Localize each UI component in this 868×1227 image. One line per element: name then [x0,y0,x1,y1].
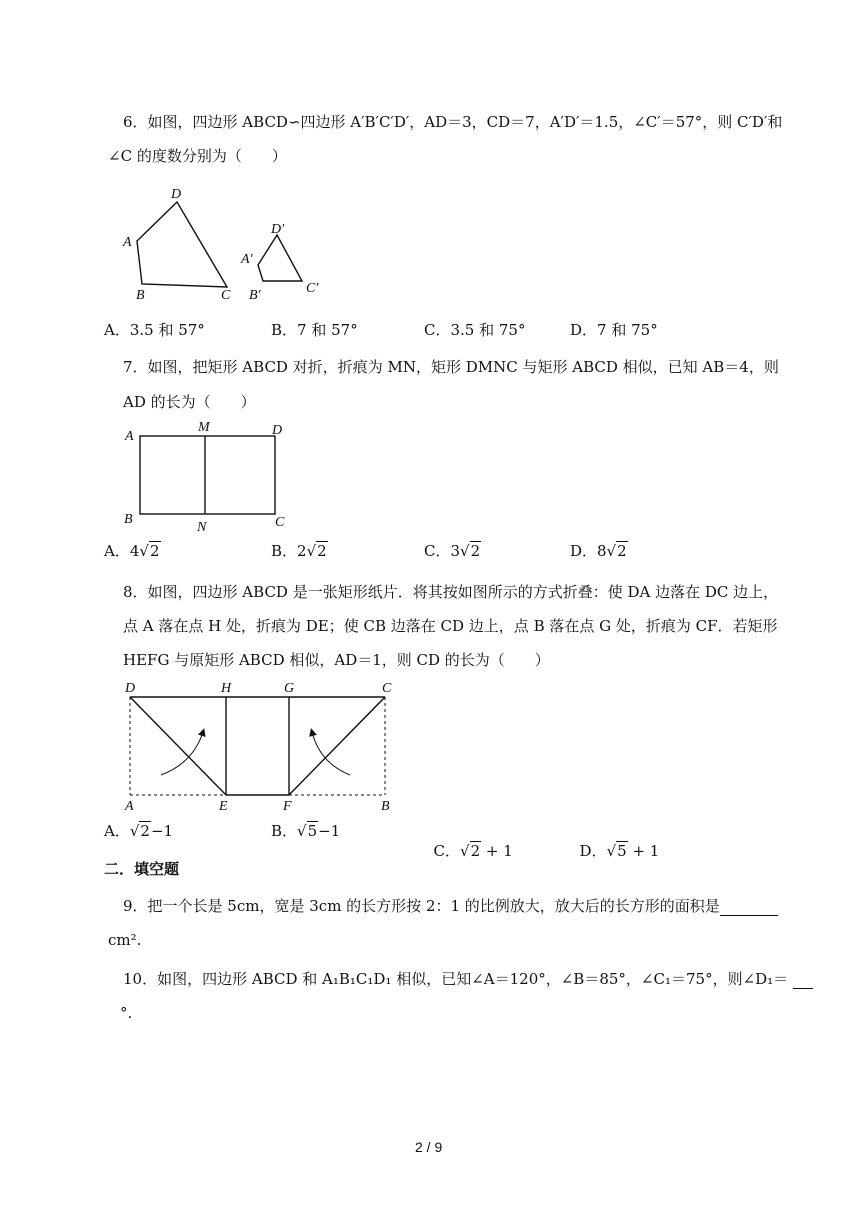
option-suffix: + 1 [481,842,513,860]
option-letter: B． [271,822,298,840]
option-letter: A． [104,822,130,840]
label-m: M [198,420,210,435]
q7-option-d [570,541,628,561]
sqrt-symbol: √2 [606,542,627,560]
label-c: C [382,681,392,696]
q6-figure [115,183,335,303]
label-h: H [221,681,232,696]
crease-de [130,697,226,795]
label-d-prime: D′ [271,222,285,237]
option-letter: C． [424,542,451,560]
q6-stem-line1: 6．如图，四边形 ABCD∽四边形 A′B′C′D′，AD＝3，CD＝7，A′D′＝1.5，∠C′＝57°，则 C′D′和 [123,113,783,131]
section-heading-fill-in: 二．填空题 [104,860,180,878]
option-suffix: −1 [318,822,341,840]
q8-stem-line1: 8．如图，四边形 ABCD 是一张矩形纸片．将其按如图所示的方式折叠：使 DA 边落在 DC 边上， [123,583,779,601]
sqrt-symbol: √2 [460,842,481,860]
q8-stem-line3: HEFG 与原矩形 ABCD 相似，AD＝1，则 CD 的长为（ ） [123,651,550,669]
label-c-prime: C′ [306,281,319,296]
crease-cf [289,697,385,795]
q7-option-b [271,541,328,561]
q6-stem-line2: ∠C 的度数分别为（ ） [108,147,287,165]
label-d: D [272,423,283,438]
radicand: 2 [149,542,160,560]
q6-option-a: A．3.5 和 57° [104,321,205,339]
q6-option-d: D．7 和 75° [570,321,658,339]
label-f: F [283,799,292,813]
sqrt-symbol: √5 [606,842,627,860]
label-a-prime: A′ [241,252,253,267]
sqrt-symbol: √2 [306,542,327,560]
radicand: 2 [317,542,327,560]
q7-stem-line2: AD 的长为（ ） [123,393,256,411]
label-g: G [284,681,295,696]
q8-figure [115,677,405,813]
label-b: B [136,288,145,303]
q9-answer-blank[interactable] [720,899,778,916]
option-suffix: + 1 [627,842,660,860]
label-a: A [125,429,134,444]
label-d: D [125,681,136,696]
q8-option-a [104,821,173,841]
label-c: C [275,515,285,530]
q10-text: 10．如图，四边形 ABCD 和 A₁B₁C₁D₁ 相似，已知∠A＝120°，∠B＝85°，∠C₁＝75°，则∠D₁＝ [123,970,789,988]
q8-option-b [271,821,340,841]
q7-figure [115,416,295,538]
radicand: 2 [470,842,481,860]
option-letter: A． [104,542,130,560]
option-letter: D． [579,842,607,860]
q9-stem-line2: cm². [108,931,142,949]
radicand: 5 [617,842,627,860]
sqrt-symbol: √5 [297,822,318,840]
sqrt-symbol: √2 [139,542,160,560]
quadrilateral-abcd [137,202,227,287]
q9-text: 9．把一个长是 5cm，宽是 3cm 的长方形按 2：1 的比例放大，放大后的长方形的面积是 [123,897,720,915]
q8-option-c [424,821,513,861]
q10-answer-blank[interactable] [793,972,813,989]
sqrt-symbol: √2 [129,822,150,840]
label-b-prime: B′ [249,288,261,303]
label-a: A [125,799,134,813]
label-n: N [197,520,207,535]
q6-option-b: B．7 和 57° [271,321,358,339]
page-number: 2 / 9 [415,1139,443,1155]
label-b: B [124,512,133,527]
option-letter: D． [570,542,598,560]
q7-option-a [104,541,161,561]
option-letter: C． [433,842,461,860]
fold-arrow-left [161,732,203,775]
label-b: B [381,799,390,813]
radicand: 2 [470,542,481,560]
quadrilateral-a2b2c2d2 [258,235,302,281]
option-suffix: −1 [150,822,174,840]
label-c: C [221,288,231,303]
q10-stem-line2: °. [120,1004,133,1022]
q9-stem-line1 [123,896,778,916]
q7-option-c [424,541,481,561]
radicand: 2 [140,822,150,840]
option-letter: B． [271,542,298,560]
q10-stem-line1 [123,969,813,989]
radicand: 2 [617,542,627,560]
q8-option-d [570,821,659,861]
coefficient: 3 [450,542,461,560]
label-a: A [123,235,132,250]
rectangle-abcd [140,436,275,514]
q7-stem-line1: 7．如图，把矩形 ABCD 对折，折痕为 MN，矩形 DMNC 与矩形 ABCD 相似，已知 AB＝4，则 [123,358,779,376]
coefficient: 8 [597,542,607,560]
coefficient: 4 [129,542,140,560]
sqrt-symbol: √2 [460,542,481,560]
radicand: 5 [307,822,318,840]
q8-stem-line2: 点 A 落在点 H 处，折痕为 DE；使 CB 边落在 CD 边上，点 B 落在点 G 处，折痕为 CF．若矩形 [123,617,778,635]
label-e: E [219,799,228,813]
coefficient: 2 [297,542,307,560]
q6-option-c: C．3.5 和 75° [424,321,526,339]
label-d: D [171,187,182,202]
